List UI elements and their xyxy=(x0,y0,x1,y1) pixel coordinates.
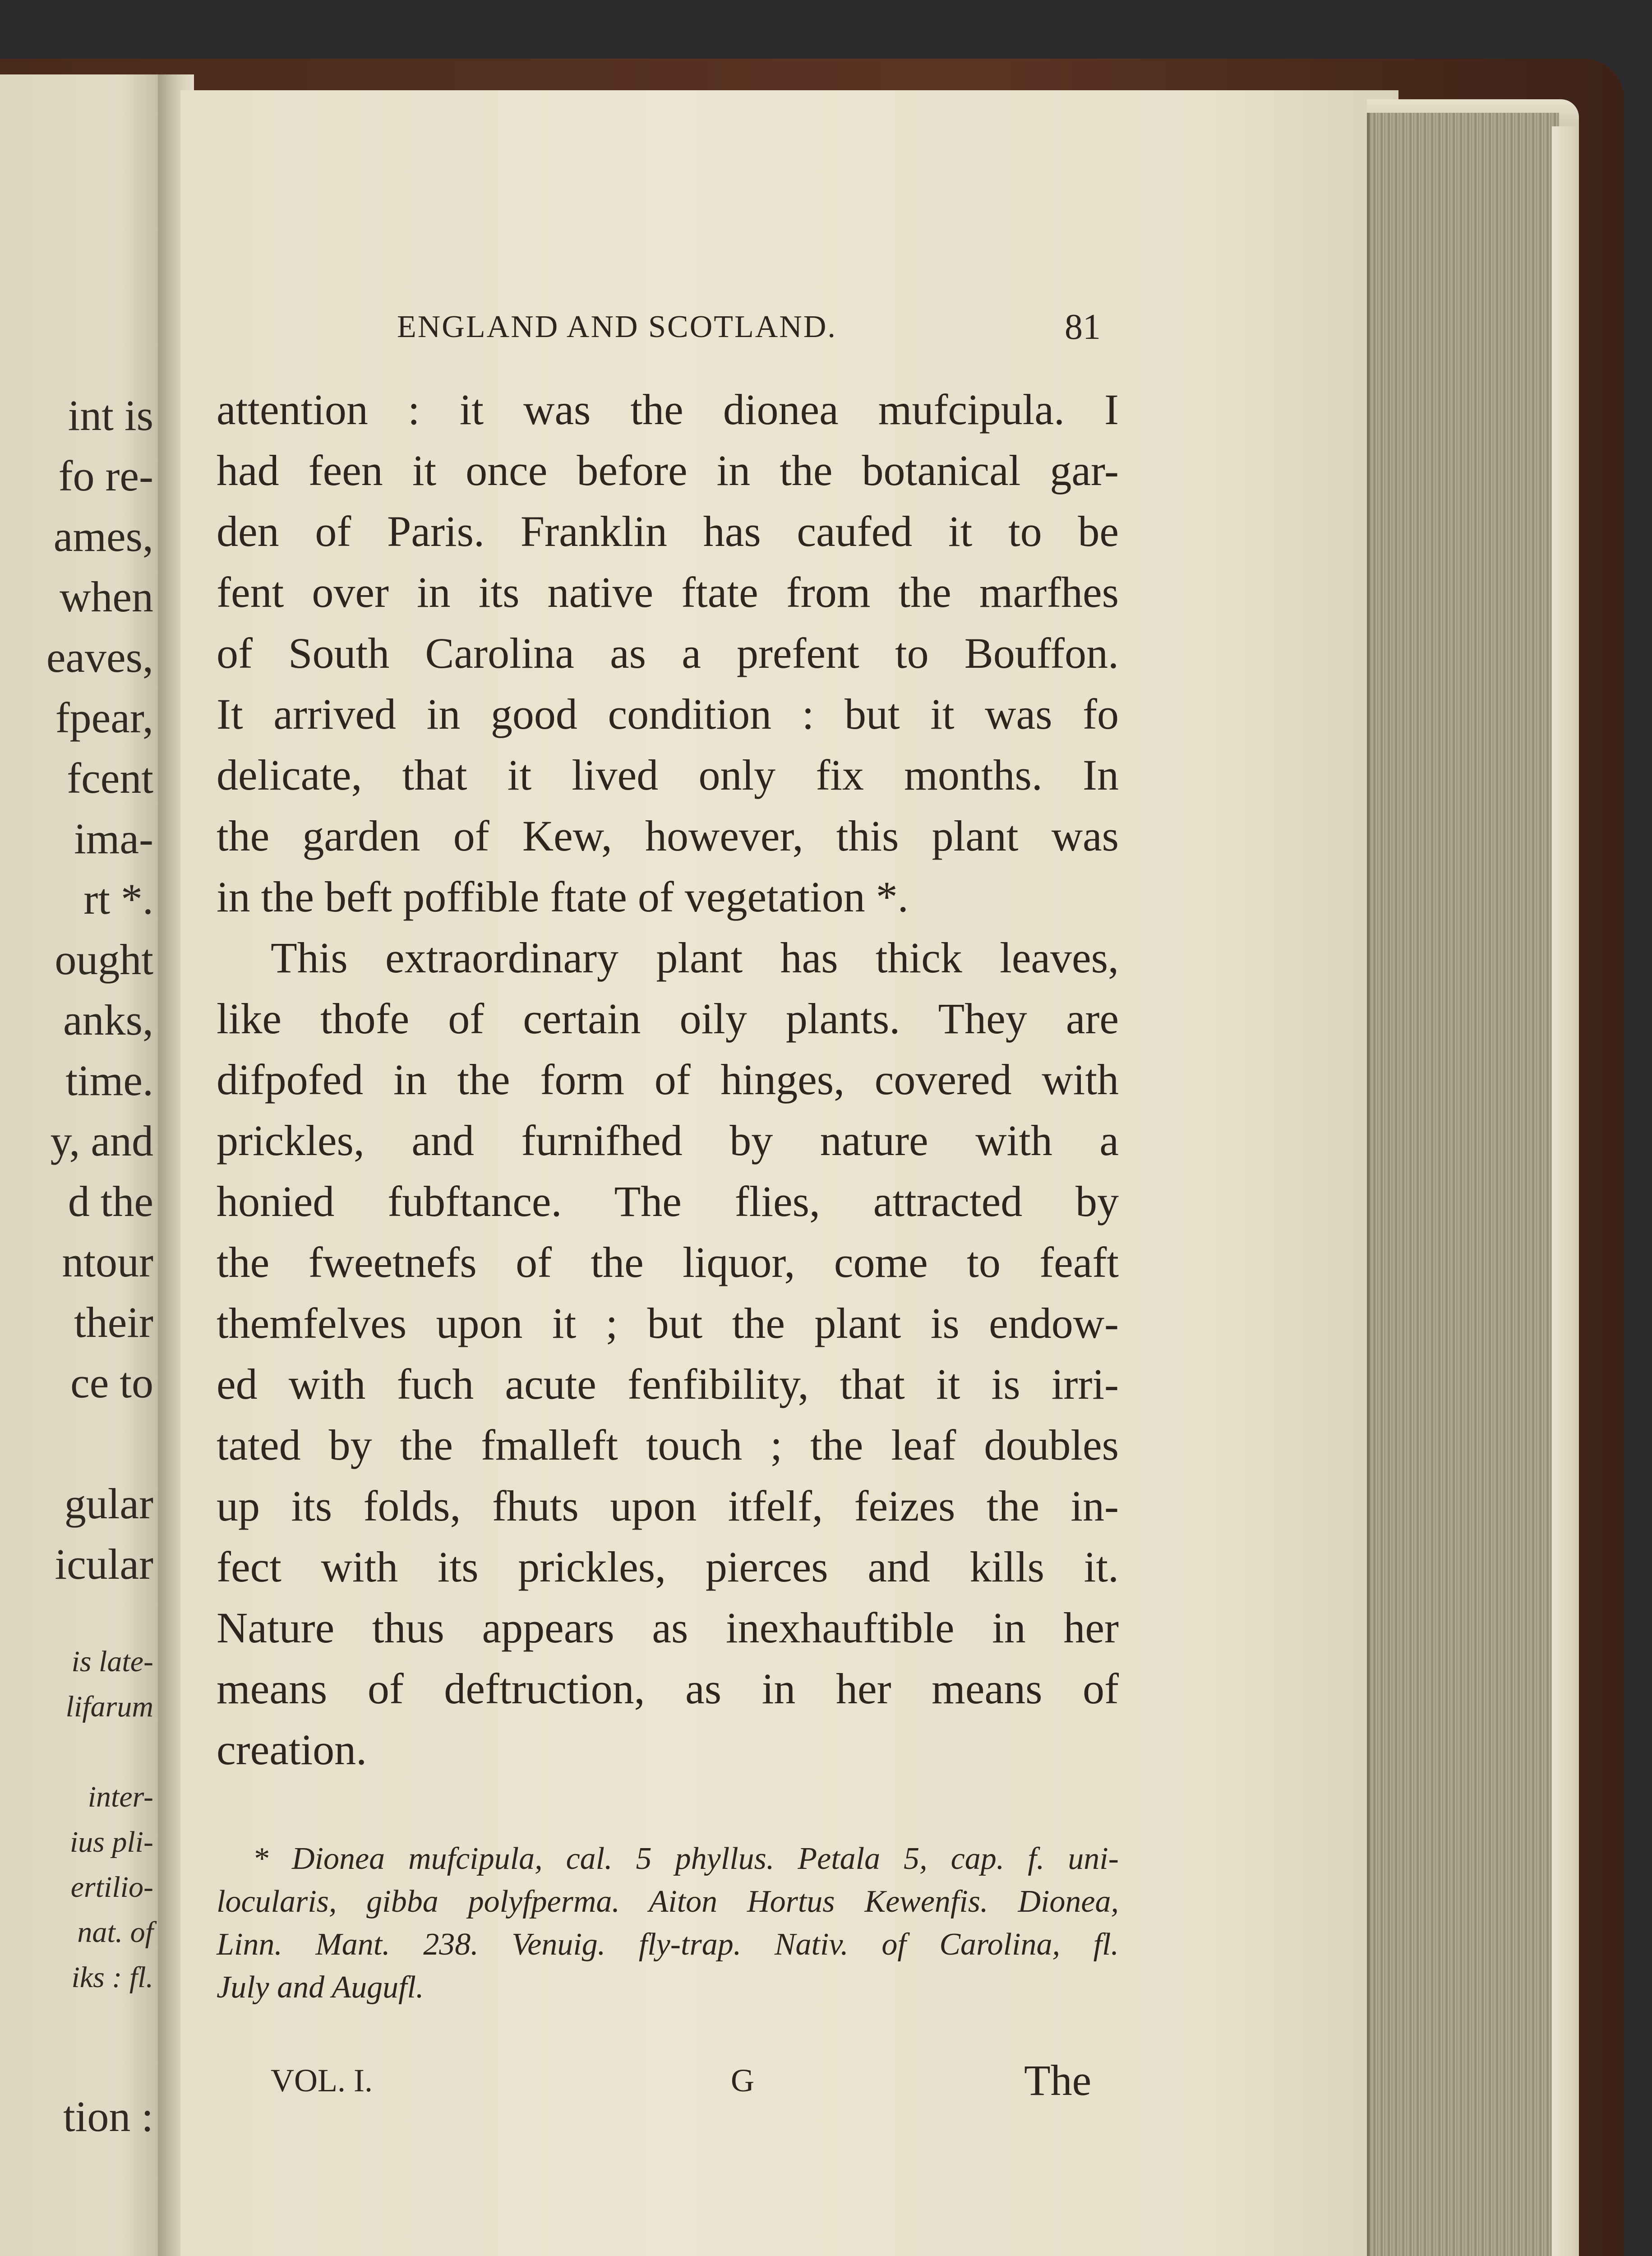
facing-footnote-line: ius pli- xyxy=(69,1826,153,1858)
body-line: honied fubftance. The flies, attracted by xyxy=(217,1177,1119,1225)
facing-line: gular xyxy=(64,1479,153,1528)
body-line: Nature thus appears as inexhauftible in her xyxy=(217,1604,1119,1652)
facing-bottom-line: tion : xyxy=(63,2092,153,2140)
facing-footnote-line: inter- xyxy=(88,1780,153,1813)
facing-footnote-line: nat. of xyxy=(77,1916,153,1949)
facing-line: rt *. xyxy=(83,875,153,923)
facing-footnote-line: lifarum xyxy=(65,1690,153,1723)
body-line: creation. xyxy=(217,1725,367,1774)
facing-line: when xyxy=(60,573,153,621)
body-line: den of Paris. Franklin has caufed it to be xyxy=(217,507,1119,555)
body-line: fent over in its native ftate from the marfhes xyxy=(217,568,1119,616)
facing-line: fcent xyxy=(67,754,153,802)
facing-line: eaves, xyxy=(46,633,153,681)
facing-line: anks, xyxy=(63,996,153,1044)
facing-footnote-line: is late- xyxy=(71,1645,153,1678)
body-line: the garden of Kew, however, this plant was xyxy=(217,812,1119,860)
footnote-line: Linn. Mant. 238. Venuig. fly-trap. Nativ. of Carolina, fl. xyxy=(217,1927,1119,1962)
body-line: the fweetnefs of the liquor, come to feaft xyxy=(217,1238,1119,1286)
facing-line: ntour xyxy=(62,1238,153,1286)
footnote-line: * Dionea mufcipula, cal. 5 phyllus. Petala 5, cap. f. uni- xyxy=(253,1841,1119,1876)
facing-line: ima- xyxy=(74,814,153,863)
body-line: fect with its prickles, pierces and kills it. xyxy=(217,1543,1119,1591)
body-line: in the beft poffible ftate of vegetation *. xyxy=(217,873,909,921)
facing-line: ce to xyxy=(70,1359,153,1407)
page-edges xyxy=(1367,113,1559,2256)
facing-line: fpear, xyxy=(55,693,153,742)
running-head: ENGLAND AND SCOTLAND. xyxy=(397,310,837,344)
facing-line: ames, xyxy=(53,512,153,560)
body-line: This extraordinary plant has thick leaves, xyxy=(271,934,1119,982)
body-line: up its folds, fhuts upon itfelf, feizes the in- xyxy=(217,1482,1119,1530)
body-line: themfelves upon it ; but the plant is endow- xyxy=(217,1299,1119,1347)
body-line: difpofed in the form of hinges, covered with xyxy=(217,1055,1119,1104)
facing-line: time. xyxy=(65,1056,153,1105)
body-line: attention : it was the dionea mufcipula. I xyxy=(217,385,1119,434)
body-line: It arrived in good condition : but it was fo xyxy=(217,690,1119,738)
body-line: had feen it once before in the botanical gar- xyxy=(217,446,1119,495)
facing-line: int is xyxy=(68,391,153,439)
facing-line: d the xyxy=(68,1177,153,1225)
facing-footnote-line: ertilio- xyxy=(70,1871,153,1904)
signature-mark: G xyxy=(731,2062,754,2099)
body-line: prickles, and furnifhed by nature with a xyxy=(217,1116,1119,1165)
facing-line: y, and xyxy=(50,1117,153,1165)
page-edges-right xyxy=(1552,126,1579,2256)
facing-line: icular xyxy=(55,1540,153,1588)
body-line: delicate, that it lived only fix months. In xyxy=(217,751,1119,799)
body-line: of South Carolina as a prefent to Bouffon. xyxy=(217,629,1119,677)
volume-signature: VOL. I. xyxy=(271,2062,373,2099)
body-line: ed with fuch acute fenfibility, that it is irri- xyxy=(217,1360,1119,1408)
catchword: The xyxy=(1024,2056,1092,2104)
body-line: like thofe of certain oily plants. They are xyxy=(217,994,1119,1043)
facing-footnote-line: iks : fl. xyxy=(71,1961,153,1994)
facing-line: ought xyxy=(55,935,153,984)
body-line: tated by the fmalleft touch ; the leaf doubles xyxy=(217,1421,1119,1469)
page-number: 81 xyxy=(1065,307,1101,347)
facing-line: their xyxy=(74,1298,153,1346)
facing-page-left xyxy=(0,74,171,2256)
footnote-line: July and Augufl. xyxy=(217,1970,424,2005)
footnote-line: locularis, gibba polyfperma. Aiton Hortus Kewenfis. Dionea, xyxy=(217,1884,1119,1919)
body-line: means of deftruction, as in her means of xyxy=(217,1664,1119,1713)
facing-line: fo re- xyxy=(58,452,153,500)
